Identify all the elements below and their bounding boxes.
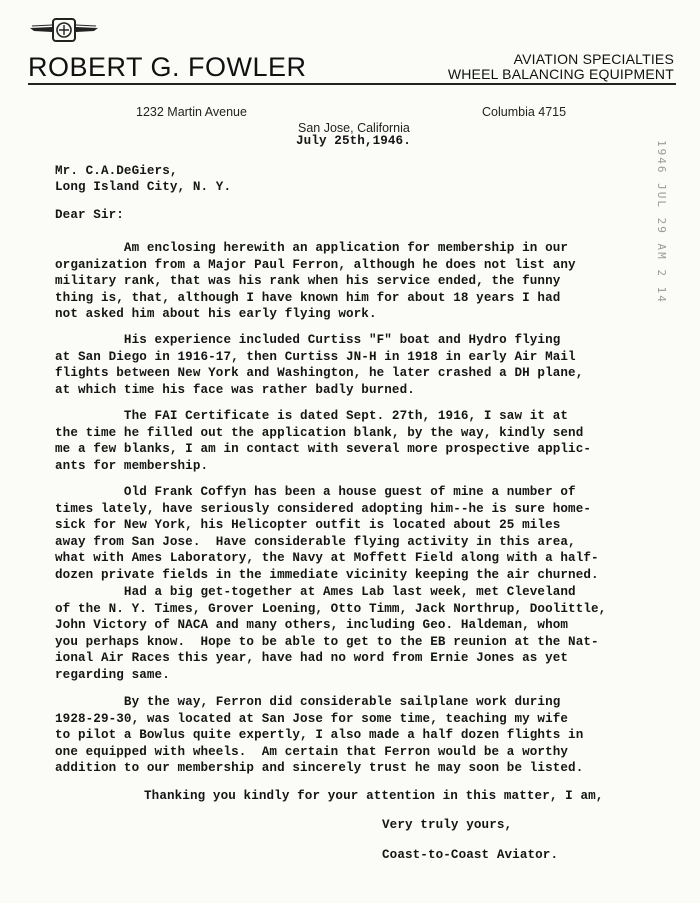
letterhead-name: ROBERT G. FOWLER: [28, 52, 307, 82]
received-date-stamp: 1946 JUL 29 AM 2 14: [655, 140, 668, 304]
letterhead-phone: Columbia 4715: [482, 105, 567, 119]
letter-date: July 25th,1946.: [296, 134, 411, 148]
body-paragraph: His experience included Curtiss "F" boat and Hydro flying at San Diego in 1916-17, then Curtiss JN-H in 1918 in early Air Mail flights between New York and Washington, he later crashed a DH plane, at which time his face was rather badly burned.: [55, 333, 584, 397]
salutation: Dear Sir:: [55, 208, 124, 222]
body-paragraph: By the way, Ferron did considerable sailplane work during 1928-29-30, was located at San Jose for some time, teaching my wife to pilot a Bowlus quite expertly, I also made a half dozen flights in one equipped with wheels. Am certain that Ferron would be a worthy addition to our membership and sincerely trust he may soon be listed.: [55, 695, 584, 775]
body-paragraph: Old Frank Coffyn has been a house guest of mine a number of times lately, have seriously considered adopting him--he is sure home- sick for New York, his Helicopter outfit is located about 25 miles away from San Jose. Have considerable flying activity in this area, what with Ames Laboratory, the Navy at Moffett Field along with a half- dozen private fields in the immediate vicinity keeping the air churned.: [55, 485, 599, 582]
letterhead-specialties: [448, 52, 674, 82]
closing-line: Thanking you kindly for your attention in this matter, I am,: [144, 789, 604, 803]
letterhead-city: San Jose, California: [298, 121, 410, 135]
specialty-line: AVIATION SPECIALTIES: [513, 51, 674, 67]
letterhead-rule: [28, 83, 676, 85]
recipient-line: Long Island City, N. Y.: [55, 180, 232, 194]
body-paragraph: The FAI Certificate is dated Sept. 27th, 1916, I saw it at the time he filled out the application blank, by the way, kindly send me a few blanks, I am in contact with several more prospective applic- ants for membership.: [55, 409, 592, 473]
letterhead-street: 1232 Martin Avenue: [136, 105, 247, 119]
winged-emblem-logo: [28, 16, 100, 44]
recipient-line: Mr. C.A.DeGiers,: [55, 164, 178, 178]
signature-title: Coast-to-Coast Aviator.: [382, 848, 559, 862]
specialty-line: WHEEL BALANCING EQUIPMENT: [447, 66, 674, 82]
body-paragraph: Am enclosing herewith an application for membership in our organization from a Major Paul Ferron, although he does not list any military rank, that was his rank when his service ended, the funny thing is, that, although I have known him for about 18 years I had not asked him about his early flying work.: [55, 241, 576, 321]
recipient-block: [55, 163, 231, 195]
body-paragraph: Had a big get-together at Ames Lab last week, met Cleveland of the N. Y. Times, Grover Loening, Otto Timm, Jack Northrup, Doolittle, John Victory of NACA and many others, including Geo. Haldeman, whom you perhaps know. Hope to be able to get to the EB reunion at the Nat- ional Air Races this year, have had no word from Ernie Jones as yet regarding same.: [55, 585, 607, 682]
valediction: Very truly yours,: [382, 818, 513, 832]
